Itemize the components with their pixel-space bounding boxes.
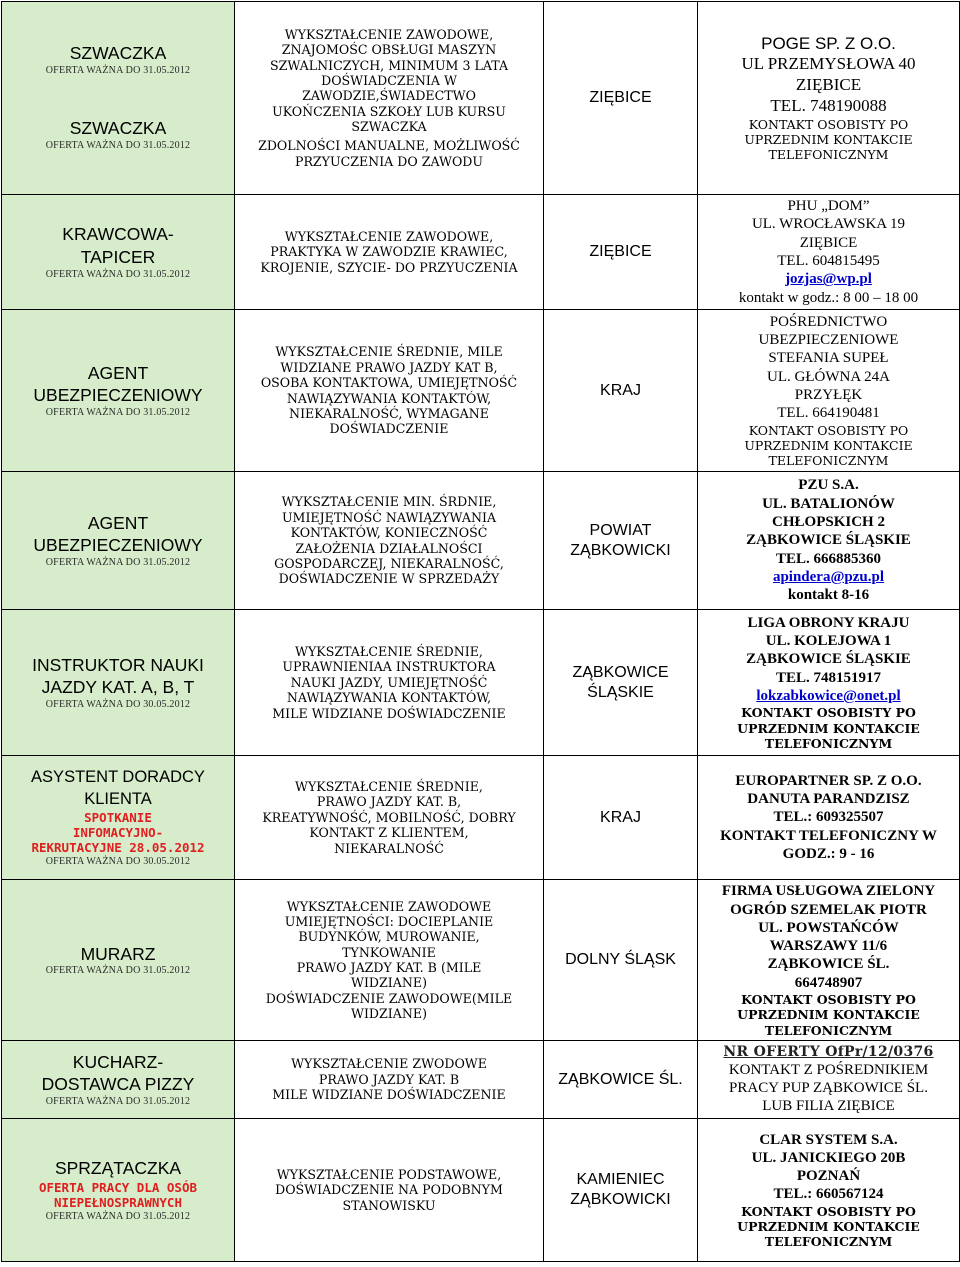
requirement-line: WIDZIANE): [351, 1006, 427, 1022]
requirement-line: PRAWO JAZDY KAT. B,: [316, 794, 462, 810]
contact-hours: kontakt w godz.: 8 00 – 18 00: [738, 289, 919, 306]
contact-line: UBEZPIECZENIOWE: [758, 332, 899, 349]
contact-cell: [698, 195, 960, 310]
contact-phone: 664748907: [794, 974, 863, 991]
table-row: [2, 756, 960, 880]
requirement-line: PRAWO JAZDY KAT. B: [318, 1071, 460, 1087]
contact-line: KONTAKT OSOBISTY PO: [748, 422, 909, 438]
job-title: SPRZĄTACZKA: [54, 1158, 182, 1179]
contact-cell: [698, 880, 960, 1041]
job-title: AGENT: [87, 362, 149, 383]
requirement-line: DOŚWIADCZENIE W SPRZEDAŻY: [278, 571, 500, 587]
location-cell: [544, 195, 698, 310]
event-note: INFOMACYJNO-: [72, 825, 164, 841]
contact-line: KONTAKT TELEFONICZNY W: [720, 827, 937, 844]
employer-name: POŚREDNICTWO: [769, 313, 888, 330]
requirement-line: DOŚWIADCZENIA W: [321, 72, 457, 88]
contact-cell: [698, 2, 960, 195]
job-title-cell: [2, 756, 235, 880]
contact-line: ZIĘBICE: [795, 75, 862, 95]
requirement-line: ZAWODZIE,ŚWIADECTWO: [302, 88, 476, 104]
contact-line: ZĄBKOWICE ŚL.: [767, 956, 890, 973]
table-row: [2, 2, 960, 195]
contact-line: UL. WROCŁAWSKA 19: [751, 216, 906, 233]
validity-text: OFERTA WAŻNA DO 31.05.2012: [45, 965, 191, 977]
requirement-line: TYNKOWANIE: [342, 944, 436, 960]
validity-text: OFERTA WAŻNA DO 30.05.2012: [45, 699, 191, 711]
requirements-cell: [235, 2, 544, 195]
contact-phone: TEL.: 660567124: [773, 1186, 884, 1203]
job-offers-table: [1, 1, 960, 1262]
contact-line: UL. POWSTAŃCÓW: [758, 919, 899, 936]
employer-name: OGRÓD SZEMELAK PIOTR: [730, 901, 927, 918]
contact-cell: [698, 1041, 960, 1119]
validity-text: OFERTA WAŻNA DO 31.05.2012: [45, 139, 191, 151]
contact-line: WARSZAWY 11/6: [769, 938, 888, 955]
requirement-line: WYKSZTAŁCENIE ZWODOWE: [291, 1056, 487, 1072]
contact-line: ZIĘBICE: [799, 234, 858, 251]
requirement-line: ZNAJOMOŚC OBSŁUGI MASZYN: [281, 42, 497, 58]
job-title: JAZDY KAT. A, B, T: [41, 677, 195, 698]
requirement-line: KONTAKT Z KLIENTEM,: [309, 825, 469, 841]
location-cell: [544, 610, 698, 756]
contact-line: ZĄBKOWICE ŚLĄSKIE: [746, 651, 911, 668]
table-row: [2, 1041, 960, 1119]
requirement-line: WYKSZTAŁCENIE ZAWODOWE: [286, 898, 492, 914]
job-title: UBEZPIECZENIOWY: [33, 385, 203, 406]
requirement-line: PRAWO JAZDY KAT. B (MILE: [296, 960, 482, 975]
contact-line: KONTAKT OSOBISTY PO: [741, 705, 916, 721]
location-cell: [544, 756, 698, 880]
requirement-line: STANOWISKU: [342, 1197, 436, 1213]
requirement-line: NIEKARALNOŚĆ, WYMAGANE: [289, 405, 489, 421]
validity-text: OFERTA WAŻNA DO 31.05.2012: [45, 64, 191, 76]
job-title: MURARZ: [80, 943, 156, 964]
job-title: TAPICER: [80, 246, 156, 267]
requirement-line: MILE WIDZIANE DOŚWIADCZENIE: [272, 1087, 506, 1103]
requirement-line: ZAŁOŻENIA DZIAŁALNOŚCI: [295, 540, 483, 556]
requirement-line: WYKSZTAŁCENIE ŚREDNIE,: [295, 779, 483, 795]
job-title: SZWACZKA: [69, 43, 167, 64]
job-title: ASYSTENT DORADCY: [31, 768, 205, 787]
contact-line: UPRZEDNIM KONTAKCIE: [737, 720, 920, 736]
requirement-line: UPRAWNIENIAA INSTRUKTORA: [282, 659, 496, 675]
email-link[interactable]: jozjas@wp.pl: [785, 271, 872, 288]
event-note: REKRUTACYJNE 28.05.2012: [31, 840, 205, 856]
location-text: POWIAT: [589, 521, 652, 539]
location-cell: [544, 1119, 698, 1262]
requirement-line: WYKSZTAŁCENIE MIN. ŚRDNIE,: [281, 494, 497, 510]
job-title: SZWACZKA: [69, 118, 167, 138]
contact-line: UL. BATALIONÓW: [762, 495, 895, 512]
contact-hours: GODZ.: 9 - 16: [782, 845, 875, 862]
requirement-line: NAWIĄZYWANIA KONTAKTÓW,: [286, 690, 492, 706]
location-cell: [544, 1041, 698, 1119]
table-row: [2, 610, 960, 756]
requirement-line: WIDZIANE): [351, 975, 427, 991]
location-text: ZĄBKOWICE ŚL.: [558, 1070, 683, 1088]
requirement-line: KROJENIE, SZYCIE- DO PRZYUCZENIA: [260, 259, 518, 275]
contact-line: UPRZEDNIM KONTAKCIE: [744, 437, 913, 453]
contact-line: PRZYŁĘK: [794, 386, 863, 403]
requirement-line: BUDYNKÓW, MUROWANIE,: [298, 929, 480, 945]
requirements-cell: [235, 472, 544, 610]
requirement-line: NAWIĄZYWANIA KONTAKTÓW,: [286, 390, 492, 406]
validity-text: OFERTA WAŻNA DO 31.05.2012: [45, 407, 191, 419]
requirement-line: ZDOLNOŚCI MANUALNE, MOŻLIWOŚĆ: [258, 138, 520, 154]
email-link[interactable]: apindera@pzu.pl: [772, 568, 885, 585]
requirements-cell: [235, 1119, 544, 1262]
table-row: [2, 880, 960, 1041]
table-row: [2, 1119, 960, 1262]
location-text: KRAJ: [600, 381, 641, 399]
requirement-line: WYKSZTAŁCENIE ŚREDNIE,: [295, 644, 483, 660]
requirements-cell: [235, 310, 544, 472]
requirement-line: PRAKTYKA W ZAWODZIE KRAWIEC,: [270, 244, 508, 260]
contact-line: TELEFONICZNYM: [764, 1022, 893, 1038]
contact-line: KONTAKT OSOBISTY PO: [741, 1203, 916, 1219]
requirement-line: WIDZIANE PRAWO JAZDY KAT B,: [280, 359, 498, 375]
location-cell: [544, 472, 698, 610]
location-text: ZIĘBICE: [589, 243, 652, 261]
contact-line: POZNAŃ: [796, 1168, 861, 1185]
requirement-line: MILE WIDZIANE DOŚWIADCZENIE: [272, 705, 506, 721]
event-note: SPOTKANIE: [84, 809, 152, 825]
requirement-line: KREATYWNOŚĆ, MOBILNOŚĆ, DOBRY: [262, 809, 516, 825]
offer-number: NR OFERTY OfPr/12/0376: [723, 1043, 934, 1060]
job-title: KUCHARZ-: [72, 1051, 164, 1072]
requirements-cell: [235, 610, 544, 756]
requirements-cell: [235, 756, 544, 880]
table-row: [2, 310, 960, 472]
requirement-line: DOŚWIADCZENIE: [329, 421, 449, 437]
requirements-cell: [235, 195, 544, 310]
requirement-line: NIEKARALNOŚĆ: [334, 840, 444, 856]
employer-name: CLAR SYSTEM S.A.: [759, 1131, 898, 1148]
contact-line: UPRZEDNIM KONTAKCIE: [737, 1007, 920, 1023]
contact-cell: [698, 610, 960, 756]
contact-cell: [698, 472, 960, 610]
location-text: ŚLĄSKIE: [587, 683, 654, 701]
email-link[interactable]: lokzabkowice@onet.pl: [756, 688, 901, 705]
location-text: KAMIENIEC: [576, 1171, 665, 1189]
contact-line: DANUTA PARANDZISZ: [747, 791, 910, 808]
contact-line: UPRZEDNIM KONTAKCIE: [744, 131, 913, 147]
contact-phone: TEL. 748190088: [770, 95, 887, 115]
employer-name: PHU „DOM”: [787, 198, 870, 215]
requirement-line: OSOBA KONTAKTOWA, UMIEJĘTNOŚĆ: [260, 375, 518, 391]
contact-line: ZĄBKOWICE ŚLĄSKIE: [746, 532, 911, 549]
contact-line: UL. KOLEJOWA 1: [765, 633, 892, 650]
requirement-line: WYKSZTAŁCENIE ŚREDNIE, MILE: [275, 344, 503, 360]
requirement-line: UKOŃCZENIA SZKOŁY LUB KURSU: [272, 103, 506, 119]
employer-name: POGE SP. Z O.O.: [761, 33, 896, 53]
location-text: ZĄBKOWICE: [572, 663, 669, 681]
contact-line: STEFANIA SUPEŁ: [768, 350, 889, 367]
contact-line: TELEFONICZNYM: [764, 735, 893, 751]
special-note: NIEPEŁNOSPRAWNYCH: [54, 1195, 182, 1211]
table-row: [2, 472, 960, 610]
contact-line: KONTAKT Z POŚREDNIKIEM: [728, 1061, 929, 1078]
location-text: DOLNY ŚLĄSK: [565, 951, 676, 969]
contact-line: KONTAKT OSOBISTY PO: [748, 116, 909, 132]
location-cell: [544, 2, 698, 195]
contact-line: UL. JANICKIEGO 20B: [751, 1149, 906, 1166]
validity-text: OFERTA WAŻNA DO 31.05.2012: [45, 268, 191, 280]
requirement-line: DOŚWIADCZENIE NA PODOBNYM: [275, 1182, 503, 1198]
contact-phone: TEL. 604815495: [777, 253, 880, 269]
contact-cell: [698, 310, 960, 472]
job-title-cell: [2, 472, 235, 610]
contact-line: PRACY PUP ZĄBKOWICE ŚL.: [729, 1079, 928, 1096]
job-title: DOSTAWCA PIZZY: [41, 1074, 195, 1095]
location-text: ZIĘBICE: [589, 89, 652, 107]
job-title-cell: [2, 2, 235, 195]
contact-line: CHŁOPSKICH 2: [772, 514, 885, 531]
job-title-cell: [2, 610, 235, 756]
requirement-line: SZWALNICZYCH, MINIMUM 3 LATA: [269, 57, 509, 73]
requirement-line: UMIEJĘTNOŚĆ NAWIĄZYWANIA: [281, 509, 497, 525]
job-title-cell: [2, 195, 235, 310]
validity-text: OFERTA WAŻNA DO 31.05.2012: [45, 1096, 191, 1108]
contact-hours: kontakt 8-16: [787, 587, 870, 604]
employer-name: EUROPARTNER SP. Z O.O.: [735, 772, 922, 789]
location-text: KRAJ: [600, 808, 641, 826]
job-title-cell: [2, 310, 235, 472]
requirement-line: WYKSZTAŁCENIE ZAWODOWE,: [284, 228, 494, 244]
requirement-line: UMIEJĘTNOŚCI: DOCIEPLANIE: [284, 913, 494, 929]
job-title-cell: [2, 1041, 235, 1119]
validity-text: OFERTA WAŻNA DO 31.05.2012: [45, 557, 191, 569]
contact-phone: TEL. 666885360: [775, 550, 881, 567]
location-text: ZĄBKOWICKI: [570, 1191, 671, 1208]
requirement-line: WYKSZTAŁCENIE ZAWODOWE,: [284, 26, 494, 42]
validity-text: OFERTA WAŻNA DO 30.05.2012: [45, 855, 191, 867]
job-title: UBEZPIECZENIOWY: [33, 535, 203, 556]
contact-line: LUB FILIA ZIĘBICE: [762, 1098, 895, 1115]
validity-text: OFERTA WAŻNA DO 31.05.2012: [45, 1210, 191, 1222]
requirements-cell: [235, 1041, 544, 1119]
contact-cell: [698, 756, 960, 880]
job-title-cell: [2, 880, 235, 1041]
contact-phone: TEL. 748151917: [775, 669, 881, 686]
contact-line: UPRZEDNIM KONTAKCIE: [737, 1218, 920, 1234]
contact-line: TELEFONICZNYM: [764, 1234, 893, 1250]
employer-name: FIRMA USŁUGOWA ZIELONY: [721, 883, 936, 900]
employer-name: LIGA OBRONY KRAJU: [747, 614, 910, 631]
requirements-cell: [235, 880, 544, 1041]
employer-name: PZU S.A.: [798, 477, 859, 494]
requirement-line: GOSPODARCZEJ, NIEKARALNOŚĆ,: [274, 555, 504, 571]
requirement-line: SZWACZKA: [351, 119, 427, 135]
job-title: AGENT: [87, 512, 149, 533]
requirement-line: WYKSZTAŁCENIE PODSTAWOWE,: [276, 1166, 502, 1182]
contact-line: KONTAKT OSOBISTY PO: [741, 992, 916, 1008]
requirement-line: DOŚWIADCZENIE ZAWODOWE(MILE: [265, 990, 513, 1006]
location-text: ZĄBKOWICKI: [570, 541, 671, 559]
contact-line: TELEFONICZNYM: [768, 147, 889, 163]
requirement-line: NAUKI JAZDY, UMIEJĘTNOŚĆ: [290, 674, 488, 690]
special-note: OFERTA PRACY DLA OSÓB: [38, 1180, 198, 1196]
contact-line: TELEFONICZNYM: [768, 453, 889, 469]
contact-line: UL. GŁÓWNA 24A: [767, 368, 890, 385]
job-title: INSTRUKTOR NAUKI: [32, 654, 204, 675]
table-row: [2, 195, 960, 310]
contact-phone: TEL. 664190481: [777, 405, 880, 422]
requirement-line: PRZYUCZENIA DO ZAWODU: [294, 153, 484, 169]
contact-line: UL PRZEMYSŁOWA 40: [741, 54, 916, 74]
requirement-line: KONTAKTÓW, KONIECZNOŚĆ: [290, 525, 488, 541]
job-title-cell: [2, 1119, 235, 1262]
job-title: KLIENTA: [84, 789, 152, 808]
location-cell: [544, 310, 698, 472]
contact-cell: [698, 1119, 960, 1262]
contact-phone: TEL.: 609325507: [773, 809, 884, 826]
job-title: KRAWCOWA-: [62, 224, 174, 245]
location-cell: [544, 880, 698, 1041]
